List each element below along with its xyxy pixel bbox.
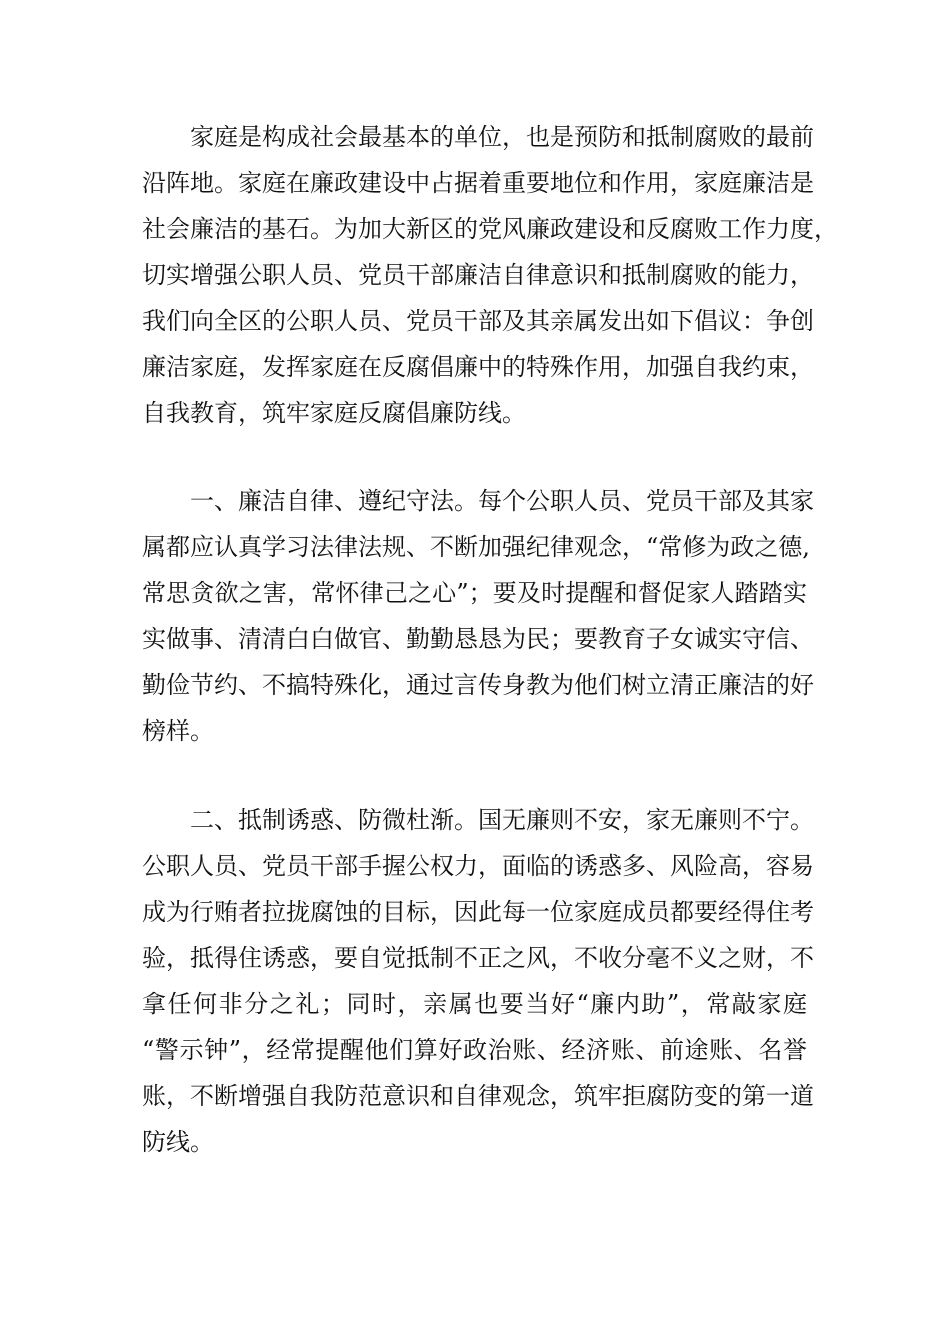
text-line: 社会廉洁的基石。为加大新区的党风廉政建设和反腐败工作力度， — [142, 215, 838, 243]
text-line: 实做事、清清白白做官、勤勤恳恳为民；要教育子女诚实守信、 — [142, 625, 814, 653]
text-line: 常思贪欲之害，常怀律己之心”；要及时提醒和督促家人踏踏实 — [142, 579, 807, 607]
text-line: 廉洁家庭，发挥家庭在反腐倡廉中的特殊作用，加强自我约束， — [142, 353, 814, 381]
text-line: “警示钟”，经常提醒他们算好政治账、经济账、前途账、名誉 — [142, 1036, 807, 1064]
text-line: 家庭是构成社会最基本的单位，也是预防和抵制腐败的最前 — [190, 123, 814, 151]
text-line: 属都应认真学习法律法规、不断加强纪律观念，“常修为政之德, — [142, 533, 810, 561]
paragraph-intro — [142, 114, 838, 436]
text-line: 防线。 — [142, 1128, 214, 1156]
text-line: 验，抵得住诱惑，要自觉抵制不正之风，不收分毫不义之财，不 — [142, 944, 814, 972]
paragraph-section-one — [142, 478, 814, 754]
text-line: 拿任何非分之礼；同时，亲属也要当好“廉内助”，常敲家庭 — [142, 990, 807, 1018]
text-line: 自我教育，筑牢家庭反腐倡廉防线。 — [142, 399, 526, 427]
text-line: 公职人员、党员干部手握公权力，面临的诱惑多、风险高，容易 — [142, 852, 814, 880]
text-line: 成为行贿者拉拢腐蚀的目标，因此每一位家庭成员都要经得住考 — [142, 898, 814, 926]
text-line: 二、抵制诱惑、防微杜渐。国无廉则不安，家无廉则不宁。 — [190, 806, 814, 834]
text-line: 沿阵地。家庭在廉政建设中占据着重要地位和作用，家庭廉洁是 — [142, 169, 814, 197]
text-line: 账，不断增强自我防范意识和自律观念，筑牢拒腐防变的第一道 — [142, 1082, 814, 1110]
paragraph-section-two — [142, 797, 814, 1165]
text-line: 切实增强公职人员、党员干部廉洁自律意识和抵制腐败的能力， — [142, 261, 814, 289]
text-line: 榜样。 — [142, 717, 214, 745]
text-line: 勤俭节约、不搞特殊化，通过言传身教为他们树立清正廉洁的好 — [142, 671, 814, 699]
text-line: 一、廉洁自律、遵纪守法。每个公职人员、党员干部及其家 — [190, 487, 814, 515]
text-line: 我们向全区的公职人员、党员干部及其亲属发出如下倡议：争创 — [142, 307, 814, 335]
